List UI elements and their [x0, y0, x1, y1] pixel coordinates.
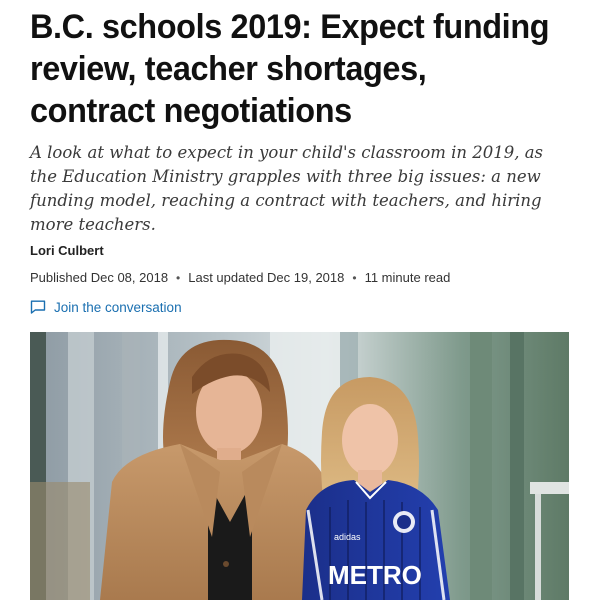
jersey-text: METRO	[328, 560, 422, 590]
published-date: Published Dec 08, 2018	[30, 270, 169, 285]
comment-icon	[30, 299, 46, 315]
join-conversation-label: Join the conversation	[54, 299, 182, 315]
join-conversation-link[interactable]	[30, 299, 182, 315]
meta-separator: •	[176, 270, 181, 285]
article-subheadline: A look at what to expect in your child's classroom in 2019, as the Education Ministry grapples with three big issues: a new funding model, reaching a contract with teachers, and hiring more teachers.	[30, 143, 544, 235]
article-photo	[30, 332, 569, 600]
meta-separator: •	[352, 270, 357, 285]
read-time: 11 minute read	[364, 270, 451, 285]
article-headline: B.C. schools 2019: Expect funding review, teacher shortages, contract negotiations	[30, 8, 550, 130]
jersey-brand-text: adidas	[334, 532, 361, 542]
updated-date: Last updated Dec 19, 2018	[188, 270, 345, 285]
author-name[interactable]: Lori Culbert	[30, 243, 104, 258]
article-meta	[30, 270, 450, 285]
